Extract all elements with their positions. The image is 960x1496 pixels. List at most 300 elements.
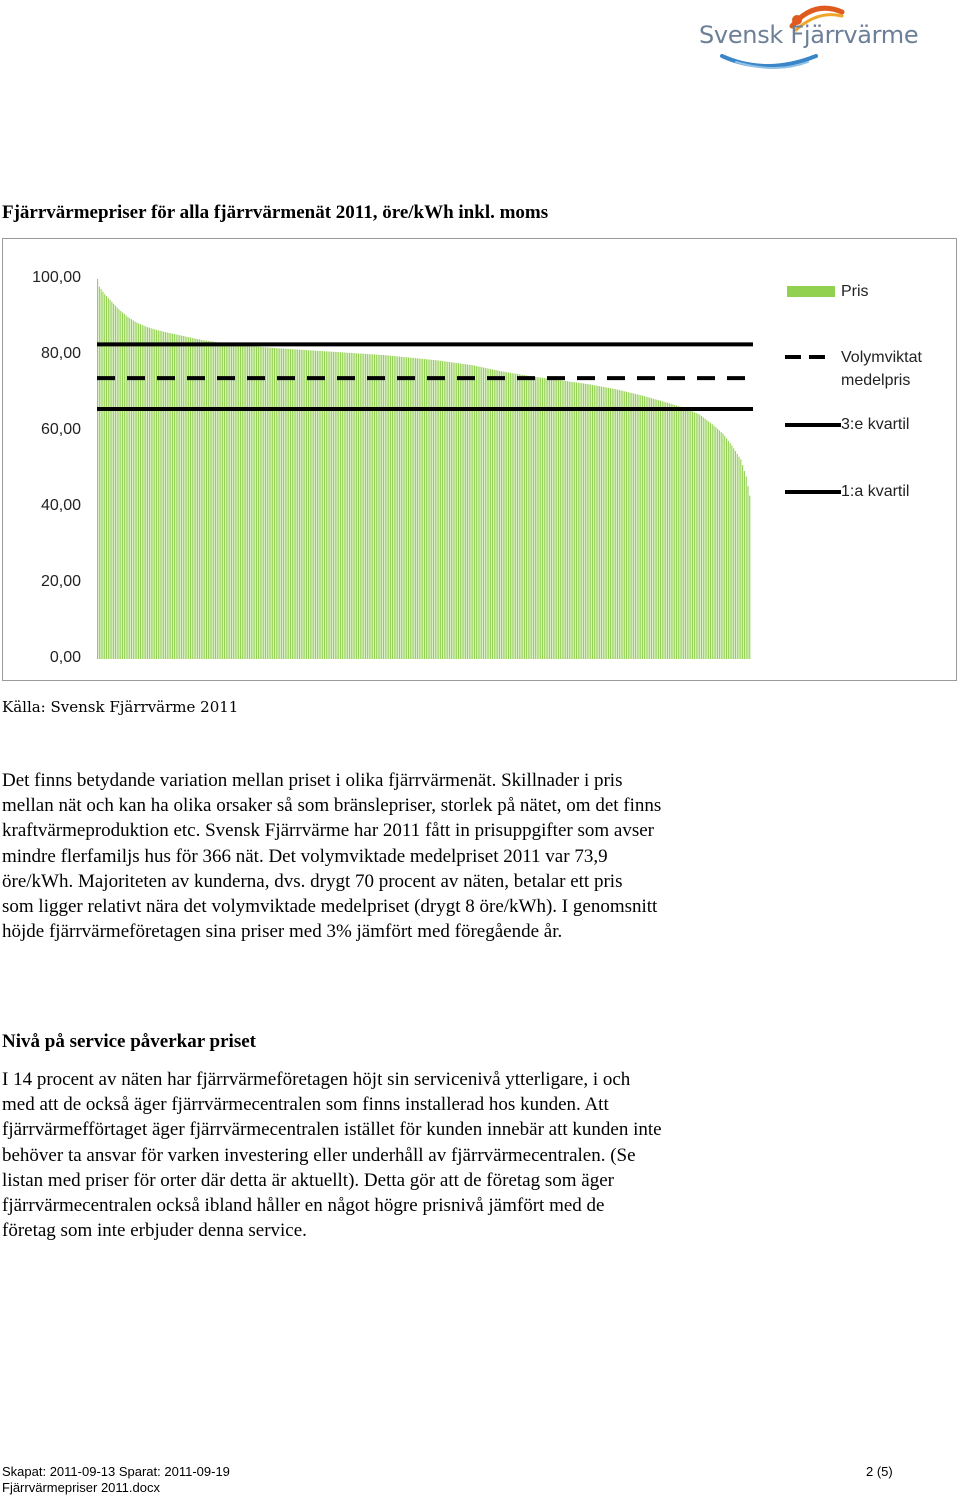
price-bar [413,358,414,659]
price-bar [638,395,639,659]
price-bar [272,348,273,659]
price-bar [165,332,166,659]
price-bar [685,408,686,659]
price-bar [193,338,194,659]
price-bar [297,350,298,659]
price-bar [644,396,645,659]
price-bar [420,359,421,659]
y-tick-label: 60,00 [40,421,81,438]
price-bar [204,341,205,659]
price-bar [324,351,325,659]
price-bar [385,355,386,659]
price-bar [372,354,373,659]
price-bar [306,350,307,659]
price-bar [135,322,136,659]
price-bar [267,347,268,659]
price-bar [656,400,657,659]
price-bar [395,356,396,659]
price-bar [342,352,343,659]
price-bar [251,346,252,659]
price-bar [631,393,632,659]
price-bar [122,312,123,659]
price-bar [488,369,489,659]
price-bar [392,356,393,659]
paragraph-service-level [2,1067,662,1243]
price-bar [585,384,586,659]
price-bar [442,361,443,659]
price-bar [490,369,491,659]
price-bar [703,417,704,659]
text-line: I 14 procent av näten har fjärrvärmeföretagen höjt sin servicenivå ytterligare, i och [2,1069,631,1090]
price-bar [311,350,312,659]
price-bar [256,346,257,659]
price-bar [115,306,116,659]
price-bar [369,354,370,659]
price-bar [224,343,225,659]
price-bar [188,337,189,659]
price-bar [322,351,323,659]
price-bar [569,382,570,659]
price-bar [285,349,286,659]
price-bar [540,378,541,659]
price-bar [744,471,745,659]
price-bar [226,343,227,659]
price-bar [426,359,427,659]
price-bar [629,393,630,659]
price-bar [345,353,346,659]
price-bar [560,380,561,659]
price-bar [222,343,223,659]
price-bar [687,409,688,659]
price-bar [731,445,732,659]
price-bar [592,385,593,659]
price-bar [588,384,589,659]
price-bar [140,324,141,659]
price-bar [363,354,364,659]
price-bar [665,402,666,659]
price-bar [97,279,98,659]
price-bar [388,356,389,659]
paragraph-price-variation [2,768,661,944]
price-bar [217,342,218,659]
price-bar [394,356,395,659]
legend-label-pris: Pris [841,283,869,300]
price-bar [176,334,177,659]
price-bar [142,325,143,659]
price-bar [406,357,407,659]
price-bar [669,403,670,659]
price-bar [210,341,211,659]
price-bar [331,352,332,659]
price-bar [680,407,681,659]
price-bar [106,296,107,659]
price-bar [370,354,371,659]
price-bar [444,361,445,659]
price-bar [449,362,450,659]
price-bar [133,320,134,659]
price-bar [706,420,707,659]
price-bar [604,387,605,659]
price-bar [440,361,441,659]
price-bar [233,344,234,659]
price-bar [415,358,416,659]
price-bar [746,477,747,659]
price-bar [429,360,430,659]
price-bar [749,496,750,659]
price-bar [735,451,736,659]
price-bar [129,318,130,659]
price-bar [138,323,139,659]
price-bar [292,349,293,659]
logo-text: Svensk Fjärrvärme [699,21,919,49]
price-bar [179,335,180,659]
price-bar [367,354,368,659]
price-bar [183,336,184,659]
text-line: öre/kWh. Majoriteten av kunderna, dvs. drygt 70 procent av näten, betalar ett pris [2,870,623,892]
price-bar [219,342,220,659]
price-bar [717,429,718,659]
price-bar [701,416,702,659]
price-bar [621,390,622,659]
price-bar [431,360,432,659]
price-bar [386,355,387,659]
price-bar [308,350,309,659]
price-bar [633,394,634,659]
price-bar [302,350,303,659]
price-bar [649,398,650,659]
price-bar [447,362,448,659]
price-bar [356,353,357,659]
price-bar [277,348,278,659]
price-bar [154,329,155,659]
price-bar [419,359,420,659]
price-bar [613,389,614,659]
price-bar [145,327,146,660]
price-bar [252,346,253,659]
price-bar [168,333,169,659]
price-bar [622,391,623,659]
price-bar [615,389,616,659]
price-bar [288,349,289,659]
price-bar [254,346,255,659]
text-line: Det finns betydande variation mellan priset i olika fjärrvärmenät. Skillnader i pris [2,770,623,791]
price-bar [671,404,672,659]
price-bar [283,349,284,659]
price-bar [737,454,738,659]
text-line: listan med priser för orter där detta är aktuellt). Detta gör att de företag som äger [2,1169,614,1191]
section-heading: Nivå på service påverkar priset [2,1031,256,1052]
price-bar [290,349,291,659]
price-bar [594,385,595,659]
price-bar [565,381,566,659]
price-bar [683,408,684,659]
price-bar [274,348,275,659]
price-bar [567,381,568,659]
price-bar [660,401,661,659]
price-bar [520,375,521,659]
legend-label-medelpris-line1: Volymviktat [841,349,922,366]
price-bar [612,389,613,659]
price-bar [653,399,654,659]
price-bar [422,359,423,659]
y-tick-label: 20,00 [40,573,81,590]
price-bar [626,392,627,659]
price-bar [279,348,280,659]
price-bar [445,362,446,659]
price-bar [681,407,682,659]
price-bar [563,381,564,659]
price-bar [156,330,157,659]
price-bar [229,344,230,659]
price-bar [281,349,282,660]
text-line: som ligger relativt nära det volymviktade medelpriset (drygt 8 öre/kWh). I genomsnitt [2,896,658,918]
price-bar [118,309,119,659]
text-line: mindre flerfamiljs hus för 366 nät. Det volymviktade medelpriset 2011 var 73,9 [2,845,608,867]
price-bar [556,380,557,659]
price-bar [215,342,216,659]
price-bar [361,354,362,659]
price-bar [433,360,434,659]
price-bar [651,398,652,659]
price-bar [315,351,316,659]
price-bar [319,351,320,659]
price-bar [190,338,191,659]
price-bar [242,345,243,659]
price-bar [202,340,203,659]
price-chart [2,238,957,681]
y-tick-label: 0,00 [49,649,81,666]
price-bar [699,415,700,659]
price-bar [495,370,496,659]
svensk-fjarrvarme-logo [696,4,936,72]
price-bar [310,350,311,659]
price-bar [417,358,418,659]
price-bar [401,357,402,659]
price-bar [195,339,196,659]
price-bar [244,345,245,659]
price-bar [494,370,495,659]
price-bar [581,383,582,659]
price-bar [678,406,679,659]
price-bar [149,328,150,659]
price-bar [485,368,486,659]
price-bar [710,423,711,659]
price-bar [503,372,504,659]
price-bar [147,327,148,659]
text-line: behöver ta ansvar för varken investering eller underhåll av fjärrvärmecentralen. (Se [2,1144,636,1166]
price-bar [174,334,175,659]
price-bar [437,360,438,659]
price-bar [522,375,523,659]
price-bar [512,373,513,659]
price-bar [201,340,202,659]
price-bar [211,341,212,659]
price-bar [127,317,128,659]
price-bar [258,347,259,659]
price-bar [647,397,648,659]
price-bar [435,360,436,659]
price-bar [167,333,168,659]
price-bar [354,353,355,659]
price-bar [117,308,118,660]
price-bar [740,460,741,660]
price-bar [270,348,271,659]
price-bar [549,379,550,659]
price-bar [374,354,375,659]
price-bar [646,397,647,659]
price-bar [383,355,384,659]
price-bar [220,343,221,659]
text-line: mellan nät och kan ha olika orsaker så som bränslepriser, storlek på nätet, om det finns [2,795,662,817]
price-bar [517,374,518,659]
price-bar [294,349,295,659]
price-bar [263,347,264,659]
text-line: kraftvärmeproduktion etc. Svensk Fjärrvärme har 2011 fått in prisuppgifter som avser [2,820,654,842]
legend-swatch-pris [787,286,835,297]
text-line: fjärrvärmefförtaget äger fjärrvärmecentralen istället för kunden innebär att kunden inte [2,1119,662,1141]
y-tick-label: 80,00 [40,345,81,362]
price-bar [524,375,525,659]
price-bar [655,399,656,659]
price-bar [690,411,691,659]
price-bar [501,371,502,659]
price-bar [708,421,709,659]
price-bar [301,350,302,659]
price-bar [726,438,727,659]
price-bar [624,391,625,659]
price-bar [131,319,132,659]
price-bar [104,294,105,659]
price-bar [410,358,411,659]
price-bar [528,376,529,659]
price-bar [333,352,334,659]
price-bar [601,387,602,659]
price-bar [728,441,729,659]
price-bar [519,374,520,659]
price-bar [574,382,575,659]
price-bar [152,329,153,659]
price-bar [143,326,144,659]
price-bar [663,402,664,659]
price-bar [276,348,277,659]
price-bar [390,356,391,659]
price-bar [596,386,597,659]
price-bar [102,292,103,659]
price-bar [399,357,400,659]
text-line: höjde fjärrvärmeföretagen sina priser med 3% jämfört med föregående år. [2,921,563,943]
price-bar [265,347,266,659]
price-bar [349,353,350,659]
price-bar [376,355,377,659]
price-bar [338,352,339,659]
price-bar [403,357,404,659]
price-bar [227,344,228,659]
price-bar [161,331,162,659]
price-bar [360,354,361,659]
price-bar [199,339,200,659]
price-bar [535,377,536,659]
price-bar [185,336,186,659]
price-bar [572,382,573,659]
price-bar [206,341,207,659]
legend-label-medelpris-line2: medelpris [841,372,911,389]
price-bar [508,372,509,659]
price-bar [504,372,505,659]
text-line: företag som inte erbjuder denna service. [2,1220,307,1242]
price-bar [506,372,507,659]
chart-title: Fjärrvärmepriser för alla fjärrvärmenät 2011, öre/kWh inkl. moms [2,202,549,223]
price-bar [329,352,330,659]
price-bar [583,384,584,659]
price-bar [304,350,305,659]
price-bar [546,378,547,659]
price-bar [733,448,734,659]
price-bar [721,432,722,659]
price-bar [597,386,598,659]
price-bar [538,377,539,659]
price-bar [635,394,636,659]
price-bar [240,345,241,659]
price-bar [526,376,527,659]
price-bar [172,334,173,659]
price-bar [558,380,559,659]
price-bar [692,411,693,659]
price-bar [424,359,425,659]
price-bar [269,348,270,659]
price-bar [513,373,514,659]
price-bar [238,345,239,659]
price-bar [245,346,246,659]
price-bar [619,390,620,659]
legend-label-3e-kvartil: 3:e kvartil [841,416,910,433]
price-bar [231,344,232,659]
price-bar [120,311,121,659]
price-bar [326,351,327,659]
price-bar [428,359,429,659]
price-bar [542,378,543,659]
price-bar [713,426,714,659]
price-bar [151,328,152,659]
footer-dates: Skapat: 2011-09-13 Sparat: 2011-09-19 [2,1464,230,1479]
price-bar [208,341,209,659]
price-bar [537,377,538,659]
price-bar [236,345,237,659]
price-bar [531,376,532,659]
price-bar [320,351,321,659]
price-bar [738,457,739,659]
price-bar [353,353,354,659]
price-bar [299,350,300,659]
price-bar [576,383,577,659]
price-bar [351,353,352,659]
price-bar [724,436,725,659]
price-bar [335,352,336,659]
price-bar [674,405,675,659]
price-bar [340,352,341,659]
price-bar [492,369,493,659]
price-bar [553,379,554,659]
price-bar [544,378,545,659]
price-bar [578,383,579,659]
price-bar [379,355,380,659]
price-bar [551,379,552,659]
price-bar [344,352,345,659]
price-bar [571,382,572,659]
price-bar [136,323,137,659]
price-bar [562,381,563,659]
price-bar [197,339,198,659]
price-bar [381,355,382,659]
